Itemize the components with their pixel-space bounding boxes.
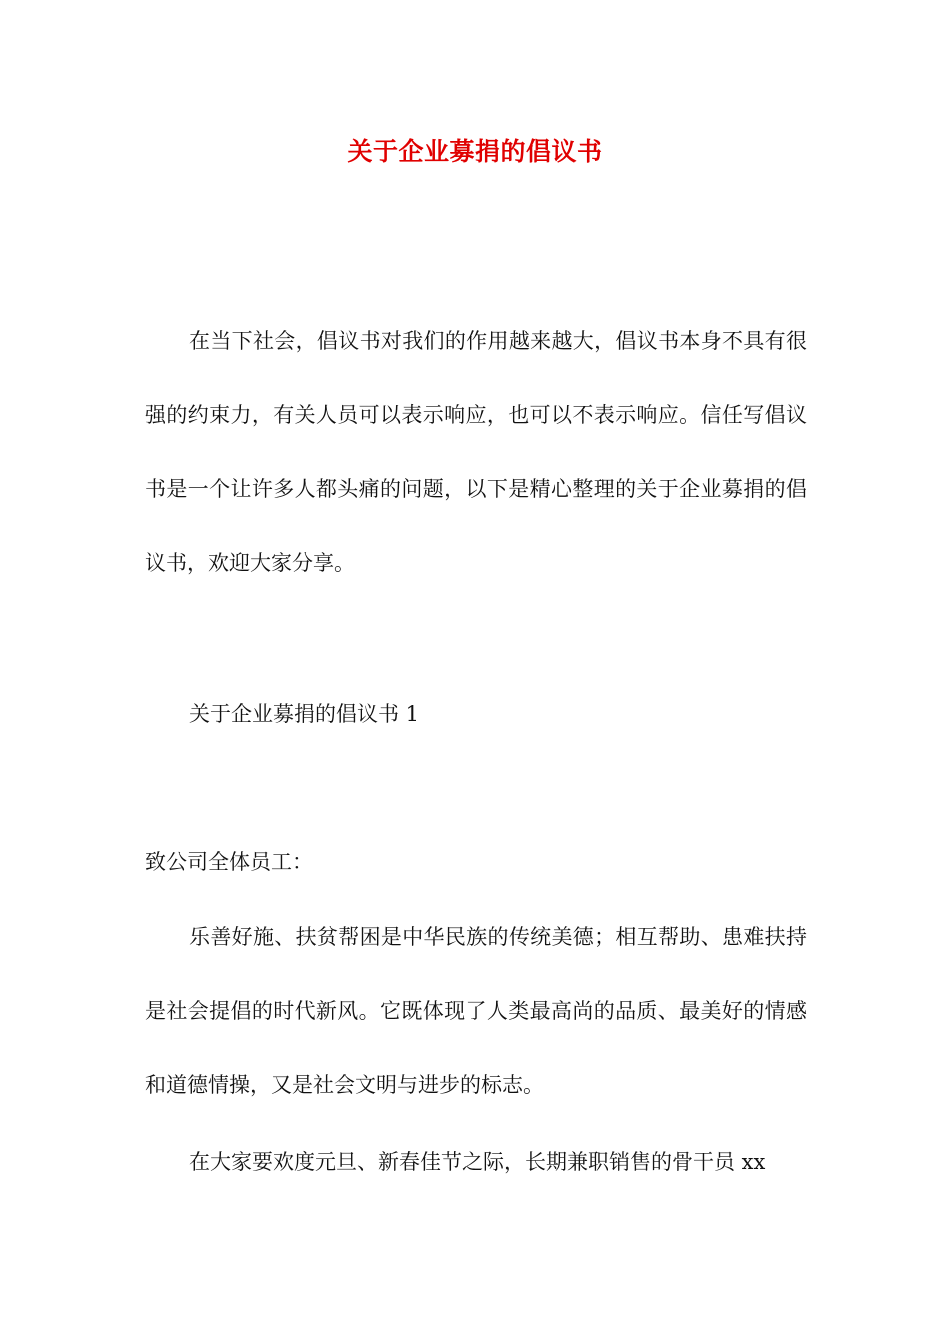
event-paragraph: 在大家要欢度元旦、新春佳节之际，长期兼职销售的骨干员 xx	[189, 1150, 766, 1174]
document-title: 关于企业募捐的倡议书	[347, 137, 603, 166]
salutation-line: 致公司全体员工：	[145, 850, 313, 874]
virtue-paragraph: 乐善好施、扶贫帮困是中华民族的传统美德；相互帮助、患难扶持是社会提倡的时代新风。它既体现了人类最高尚的品质、最美好的情感和道德情操，又是社会文明与进步的标志。	[145, 925, 807, 1097]
section-heading: 关于企业募捐的倡议书 1	[189, 702, 420, 726]
intro-paragraph: 在当下社会，倡议书对我们的作用越来越大，倡议书本身不具有很强的约束力，有关人员可以表示响应，也可以不表示响应。信任写倡议书是一个让许多人都头痛的问题，以下是精心整理的关于企业募捐的倡议书，欢迎大家分享。	[145, 329, 807, 575]
